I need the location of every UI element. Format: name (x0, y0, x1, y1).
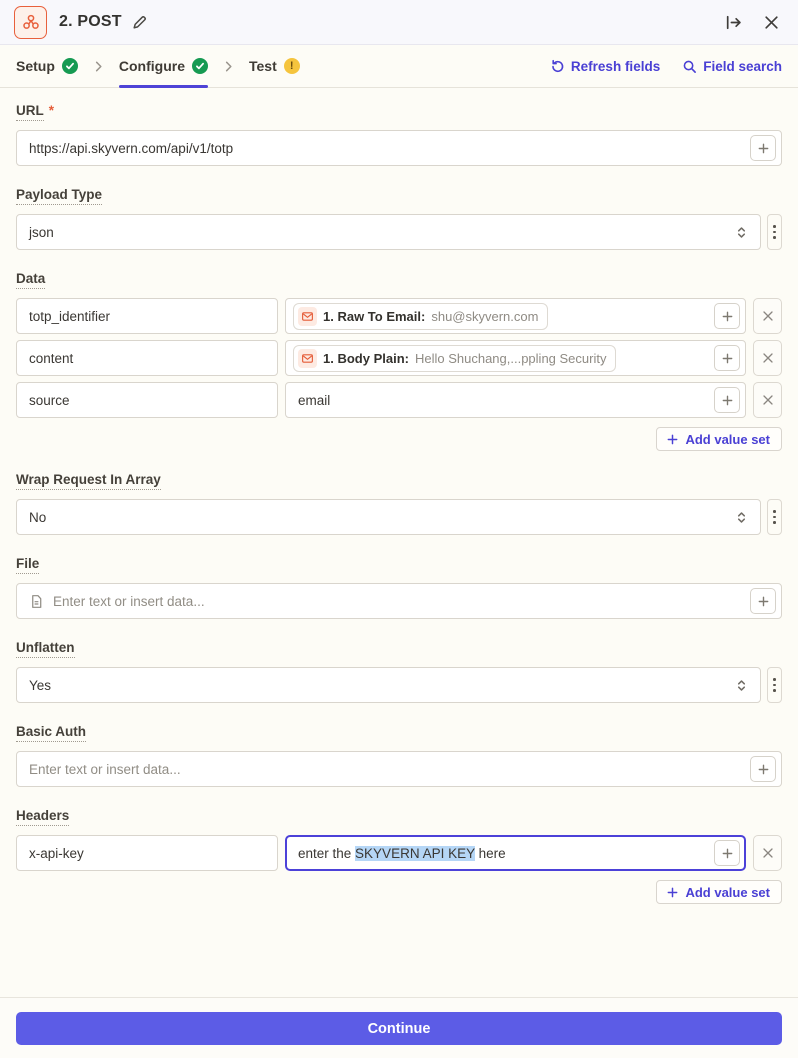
header-value-text: enter the SKYVERN API KEY here (298, 845, 506, 861)
plus-icon (721, 352, 734, 365)
page-title: 2. POST (59, 13, 122, 30)
mapped-field-pill[interactable] (293, 345, 616, 372)
add-value-set-label: Add value set (685, 884, 770, 900)
remove-row-button[interactable] (753, 298, 782, 334)
basic-auth-input[interactable] (16, 751, 782, 787)
insert-data-button[interactable] (714, 387, 740, 413)
pill-value: shu@skyvern.com (431, 308, 539, 324)
search-icon (682, 59, 697, 74)
mail-icon (298, 307, 317, 326)
tab-test[interactable] (249, 45, 300, 87)
select-chevron-icon (735, 225, 748, 240)
select-chevron-icon (735, 510, 748, 525)
url-label: URL (16, 103, 44, 121)
plus-icon (721, 394, 734, 407)
plus-icon (721, 847, 734, 860)
basic-auth-placeholder: Enter text or insert data... (29, 761, 181, 777)
plus-icon (666, 886, 679, 899)
chevron-right-icon (222, 45, 235, 87)
add-value-set-button[interactable] (656, 427, 782, 451)
payload-type-value: json (29, 224, 54, 240)
edit-title-button[interactable] (131, 14, 148, 31)
title-bar (0, 0, 798, 45)
wrap-request-field-group (16, 472, 782, 535)
data-value-input[interactable] (285, 382, 746, 418)
tab-test-label: Test (249, 58, 277, 74)
popout-icon (724, 13, 743, 32)
pill-value: Hello Shuchang,...ppling Security (414, 350, 607, 366)
step-tab-bar (0, 45, 798, 88)
file-placeholder: Enter text or insert data... (53, 593, 205, 609)
remove-row-button[interactable] (753, 835, 782, 871)
configure-form (0, 88, 798, 904)
remove-icon (762, 352, 774, 364)
headers-field-group (16, 808, 782, 904)
header-value-input[interactable] (285, 835, 746, 871)
file-label: File (16, 556, 39, 574)
data-key-value: content (29, 350, 74, 366)
plus-icon (757, 142, 770, 155)
chevron-right-icon (92, 45, 105, 87)
remove-row-button[interactable] (753, 382, 782, 418)
remove-icon (762, 847, 774, 859)
refresh-fields-label: Refresh fields (570, 58, 661, 74)
payload-type-select[interactable] (16, 214, 761, 250)
pill-label: 1. Body Plain: (323, 350, 409, 366)
warning-icon: ! (284, 58, 300, 74)
setup-complete-badge (62, 58, 78, 74)
check-icon (65, 61, 75, 71)
insert-data-button[interactable] (714, 840, 740, 866)
payload-type-field-group (16, 187, 782, 250)
continue-label: Continue (367, 1020, 431, 1037)
close-panel-button[interactable] (763, 14, 780, 31)
add-value-set-button[interactable] (656, 880, 782, 904)
data-row-1 (16, 298, 782, 334)
file-input[interactable] (16, 583, 782, 619)
header-key-value: x-api-key (29, 845, 84, 861)
unflatten-field-group (16, 640, 782, 703)
pencil-icon (131, 14, 148, 31)
plus-icon (666, 433, 679, 446)
mapped-field-pill[interactable] (293, 303, 548, 330)
field-search-label: Field search (703, 58, 782, 74)
data-field-group (16, 271, 782, 451)
close-icon (763, 14, 780, 31)
url-field-group (16, 103, 782, 166)
tab-configure[interactable] (119, 45, 208, 87)
remove-icon (762, 310, 774, 322)
data-key-input[interactable] (16, 340, 278, 376)
data-key-input[interactable] (16, 382, 278, 418)
data-key-value: totp_identifier (29, 308, 111, 324)
file-icon (29, 594, 44, 609)
popout-panel-button[interactable] (724, 13, 743, 32)
add-value-set-label: Add value set (685, 431, 770, 447)
headers-label: Headers (16, 808, 69, 826)
payload-type-menu-button[interactable] (767, 214, 782, 250)
unflatten-menu-button[interactable] (767, 667, 782, 703)
insert-data-button[interactable] (714, 303, 740, 329)
mail-icon (298, 349, 317, 368)
data-key-value: source (29, 392, 70, 408)
plus-icon (757, 763, 770, 776)
wrap-request-label: Wrap Request In Array (16, 472, 161, 490)
header-key-input[interactable] (16, 835, 278, 871)
required-asterisk: * (48, 103, 55, 118)
unflatten-label: Unflatten (16, 640, 75, 658)
unflatten-select[interactable] (16, 667, 761, 703)
field-search-button[interactable] (682, 59, 782, 74)
webhook-icon (14, 6, 47, 39)
basic-auth-label: Basic Auth (16, 724, 86, 742)
tab-configure-label: Configure (118, 58, 185, 74)
insert-data-button[interactable] (750, 756, 776, 782)
pill-label: 1. Raw To Email: (323, 308, 426, 324)
plus-icon (757, 595, 770, 608)
insert-data-button[interactable] (714, 345, 740, 371)
refresh-icon (550, 59, 565, 74)
wrap-request-value: No (29, 509, 47, 525)
data-value-input[interactable] (285, 298, 746, 334)
configure-complete-badge (192, 58, 208, 74)
data-label: Data (16, 271, 45, 289)
url-value: https://api.skyvern.com/api/v1/totp (29, 140, 234, 156)
unflatten-value: Yes (29, 677, 52, 693)
data-row-2 (16, 340, 782, 376)
basic-auth-field-group (16, 724, 782, 787)
selected-text: SKYVERN API KEY (355, 845, 475, 861)
insert-data-button[interactable] (750, 135, 776, 161)
wrap-request-select[interactable] (16, 499, 761, 535)
remove-row-button[interactable] (753, 340, 782, 376)
tab-setup[interactable] (16, 45, 78, 87)
payload-type-label: Payload Type (16, 187, 102, 205)
remove-icon (762, 394, 774, 406)
url-input[interactable] (16, 130, 782, 166)
footer-bar (0, 997, 798, 1058)
wrap-request-menu-button[interactable] (767, 499, 782, 535)
check-icon (195, 61, 205, 71)
continue-button[interactable] (16, 1012, 782, 1045)
select-chevron-icon (735, 678, 748, 693)
data-value-input[interactable] (285, 340, 746, 376)
data-key-input[interactable] (16, 298, 278, 334)
data-row-3 (16, 382, 782, 418)
tab-setup-label: Setup (16, 58, 55, 74)
refresh-fields-button[interactable] (550, 59, 660, 74)
insert-data-button[interactable] (750, 588, 776, 614)
headers-row-1 (16, 835, 782, 871)
plus-icon (721, 310, 734, 323)
data-value-text: email (298, 392, 331, 408)
file-field-group (16, 556, 782, 619)
